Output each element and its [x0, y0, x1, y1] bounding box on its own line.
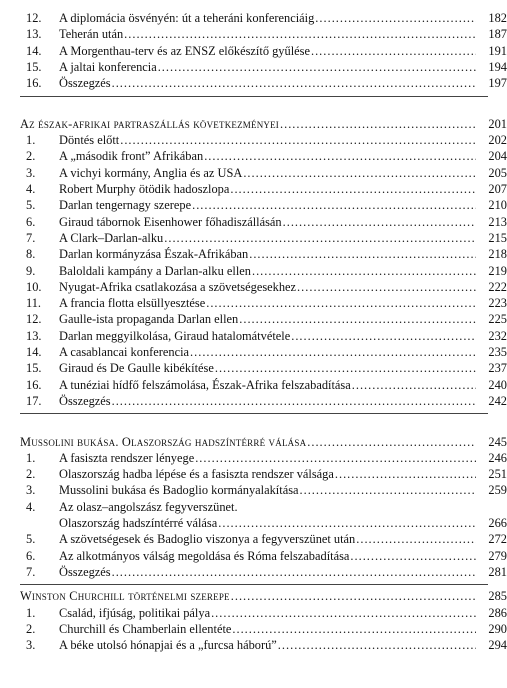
toc-section-line[interactable]: [0, 434, 507, 450]
toc-entry[interactable]: [0, 148, 507, 164]
toc-section-title: Winston Churchill történelmi szerepe: [20, 589, 230, 604]
toc-section-line: [0, 417, 507, 433]
dot-leader: [315, 10, 476, 26]
toc-entry[interactable]: [0, 637, 507, 653]
toc-section-title: Mussolini bukása. Olaszország hadszíntérré válása: [20, 434, 307, 449]
dot-leader: [243, 165, 476, 181]
toc-entry-title: A diplomácia ösvényén: út a teheráni konferenciáig: [59, 11, 315, 25]
dot-leader: [230, 181, 476, 197]
toc-entry-number: 9.: [26, 263, 36, 278]
toc-entry[interactable]: [0, 10, 507, 26]
toc-entry-number: 13.: [26, 27, 42, 42]
toc-entry-number: 15.: [26, 361, 42, 376]
toc-entry[interactable]: [0, 295, 507, 311]
toc-page-number: 225: [488, 312, 507, 327]
toc-entry-title: A tunéziai hídfő felszámolása, Észak-Afrika felszabadítása: [59, 377, 351, 392]
toc-entry[interactable]: [0, 531, 507, 547]
toc-entry[interactable]: [0, 263, 507, 279]
toc-page-number: 237: [488, 361, 507, 376]
toc-entry[interactable]: [0, 181, 507, 197]
toc-entry-number: 6.: [26, 548, 36, 563]
toc-entry-number: 5.: [26, 198, 36, 213]
toc-entry-title: Teherán után: [59, 27, 124, 42]
toc-entry-number: 13.: [26, 328, 42, 343]
dot-leader: [190, 344, 476, 360]
toc-entry-title: Olaszország hadszíntérré válása: [59, 516, 218, 530]
toc-entry-number: 17.: [26, 393, 42, 408]
toc-entry-title: A „második front” Afrikában: [59, 149, 204, 164]
dot-leader: [124, 26, 476, 42]
dot-leader: [218, 515, 476, 531]
toc-entry-number: 3.: [26, 638, 36, 653]
toc-entry-number: 11.: [26, 296, 42, 311]
toc-page-number: 294: [488, 638, 507, 653]
toc-entry-number: 3.: [26, 483, 36, 498]
dot-leader: [300, 482, 476, 498]
toc-entry-title: Giraud és De Gaulle kibékítése: [59, 361, 214, 376]
dot-leader: [204, 148, 476, 164]
toc-entry-title: Család, ifjúság, politikai pálya: [59, 605, 211, 620]
dot-leader: [158, 59, 476, 75]
toc-entry-title: Összegzés: [59, 564, 111, 579]
toc-page-number: 279: [488, 548, 507, 563]
toc-entry-number: 1.: [26, 605, 36, 620]
toc-entry-title: A jaltai konferencia: [59, 59, 157, 74]
toc-entry-number: 12.: [26, 312, 42, 327]
section-divider: [20, 96, 488, 97]
toc-page-number: 240: [488, 377, 507, 392]
toc-entry-title: A Morgenthau-terv és az ENSZ előkészítő gyűlése: [59, 43, 310, 58]
toc-entry[interactable]: [0, 75, 507, 91]
toc-entry-number: 6.: [26, 214, 36, 229]
toc-entry-number: 4.: [26, 499, 36, 514]
toc-page-number: 218: [488, 247, 507, 262]
dot-leader: [231, 588, 476, 604]
toc-entry-title: Összegzés: [59, 76, 111, 91]
toc-page-number: 251: [488, 467, 507, 482]
toc-section-line: [0, 100, 507, 116]
dot-leader: [206, 295, 476, 311]
toc-entry-title: Összegzés: [59, 393, 111, 408]
toc-entry-title: Churchill és Chamberlain ellentéte: [59, 621, 232, 636]
toc-page-number: 232: [488, 328, 507, 343]
section-divider: [20, 584, 488, 585]
toc-entry[interactable]: [0, 466, 507, 482]
dot-leader: [192, 197, 476, 213]
toc-entry-title: Robert Murphy ötödik hadoszlopa: [59, 182, 230, 196]
toc-page-number: 207: [488, 182, 507, 196]
toc-entry[interactable]: [0, 564, 507, 580]
toc-page-number: 201: [488, 116, 507, 131]
toc-entry[interactable]: [0, 197, 507, 213]
toc-page-number: 204: [488, 149, 507, 164]
toc-page-number: 187: [488, 27, 507, 42]
toc-entry[interactable]: [0, 482, 507, 498]
toc-entry[interactable]: [0, 499, 507, 515]
dot-leader: [350, 548, 476, 564]
toc-entry[interactable]: [0, 230, 507, 246]
toc-entry-number: 1.: [26, 133, 36, 148]
toc-page-number: 213: [488, 214, 507, 229]
toc-entry-title: A szövetségesek és Badoglio viszonya a fegyverszünet után: [59, 532, 356, 547]
toc-page-number: 290: [488, 621, 507, 636]
dot-leader: [120, 132, 476, 148]
toc-page-number: 259: [488, 483, 507, 498]
toc-entry-title: A fasiszta rendszer lényege: [59, 450, 195, 465]
toc-entry-title: Baloldali kampány a Darlan-alku ellen: [59, 263, 251, 278]
toc-entry-title: Az alkotmányos válság megoldása és Róma felszabadítása: [59, 548, 350, 563]
toc-entry-title: Nyugat-Afrika csatlakozása a szövetségesekhez: [59, 279, 297, 294]
dot-leader: [211, 605, 476, 621]
toc-entry-number: 7.: [26, 230, 36, 245]
toc-entry-title: Darlan tengernagy szerepe: [59, 198, 192, 213]
dot-leader: [195, 450, 476, 466]
dot-leader: [239, 311, 476, 327]
toc-entry[interactable]: [0, 393, 507, 409]
toc-page-number: 266: [488, 516, 507, 530]
toc-entry[interactable]: [0, 279, 507, 295]
toc-entry-title: Mussolini bukása és Badoglio kormányalakítása: [59, 483, 299, 498]
toc-entry[interactable]: [0, 377, 507, 393]
toc-page-number: 246: [488, 450, 507, 465]
toc-entry-title: A béke utolsó hónapjai és a „furcsa háború”: [59, 638, 277, 653]
toc-entry[interactable]: [0, 605, 507, 621]
toc-entry-number: 1.: [26, 450, 36, 465]
toc-entry-number: 5.: [26, 532, 36, 547]
toc-page-number: 281: [488, 564, 507, 579]
dot-leader: [232, 621, 476, 637]
dot-leader: [283, 214, 476, 230]
toc-entry-title: Giraud tábornok Eisenhower főhadiszállásán: [59, 214, 282, 229]
toc-entry[interactable]: [0, 165, 507, 181]
toc-entry[interactable]: [0, 515, 507, 531]
toc-entry-title: Döntés előtt: [59, 133, 120, 148]
dot-leader: [112, 564, 476, 580]
toc-page-number: 194: [488, 59, 507, 74]
toc-entry-number: 16.: [26, 76, 42, 91]
dot-leader: [280, 116, 476, 132]
toc-entry[interactable]: [0, 59, 507, 75]
toc-entry-number: 15.: [26, 59, 42, 74]
section-divider: [20, 413, 488, 414]
toc-page-number: 222: [488, 279, 507, 294]
toc-page-number: 191: [488, 43, 507, 58]
toc-page-number: 210: [488, 198, 507, 213]
toc-page-number: 245: [488, 434, 507, 449]
toc-section-line[interactable]: [0, 116, 507, 132]
toc-entry-title: Gaulle-ista propaganda Darlan ellen: [59, 312, 239, 327]
toc-entry-number: 2.: [26, 149, 36, 164]
dot-leader: [352, 377, 476, 393]
toc-page-number: 182: [488, 11, 507, 25]
toc-entry[interactable]: [0, 43, 507, 59]
toc-entry-number: 14.: [26, 345, 42, 359]
dot-leader: [164, 230, 476, 246]
toc-entry[interactable]: [0, 328, 507, 344]
toc-page-number: 242: [488, 393, 507, 408]
toc-entry-number: 4.: [26, 182, 36, 196]
toc-entry-number: 16.: [26, 377, 42, 392]
toc-entry-title: A francia flotta elsüllyesztése: [59, 296, 206, 311]
toc-entry[interactable]: [0, 360, 507, 376]
toc-page-number: 219: [488, 263, 507, 278]
toc-entry[interactable]: [0, 246, 507, 262]
toc-page-number: 235: [488, 345, 507, 359]
dot-leader: [297, 279, 476, 295]
dot-leader: [307, 434, 476, 450]
dot-leader: [356, 531, 476, 547]
toc-entry-title: Olaszország hadba lépése és a fasiszta rendszer válsága: [59, 467, 334, 482]
toc-page-number: 205: [488, 165, 507, 180]
dot-leader: [335, 466, 476, 482]
dot-leader: [311, 43, 476, 59]
dot-leader: [215, 360, 476, 376]
toc-entry[interactable]: [0, 548, 507, 564]
toc-section-line[interactable]: [0, 588, 507, 604]
toc-page-number: 223: [488, 296, 507, 311]
dot-leader: [291, 328, 476, 344]
toc-entry-number: 7.: [26, 564, 36, 579]
toc-entry-title: Az olasz–angolszász fegyverszünet.: [59, 499, 238, 514]
toc-entry[interactable]: [0, 132, 507, 148]
toc-entry[interactable]: [0, 26, 507, 42]
toc-entry-title: A casablancai konferencia: [59, 345, 190, 359]
toc-entry[interactable]: [0, 621, 507, 637]
dot-leader: [278, 637, 476, 653]
toc-page-number: 285: [488, 589, 507, 604]
toc-entry-title: A vichyi kormány, Anglia és az USA: [59, 165, 243, 180]
toc-page-number: 197: [488, 76, 507, 91]
toc-entry[interactable]: [0, 450, 507, 466]
dot-leader: [112, 75, 476, 91]
toc-entry-title: Darlan kormányzása Észak-Afrikában: [59, 247, 249, 262]
toc-page-number: 286: [488, 605, 507, 620]
toc-entry-number: 2.: [26, 467, 36, 482]
toc-entry-number: 10.: [26, 279, 42, 294]
toc-entry[interactable]: [0, 214, 507, 230]
toc-entry-title: Darlan meggyilkolása, Giraud hatalomátvétele: [59, 328, 291, 343]
toc-entry-number: 3.: [26, 165, 36, 180]
toc-page-number: 272: [488, 532, 507, 547]
toc-entry-title: A Clark–Darlan-alku: [59, 230, 164, 245]
toc-page-number: 202: [488, 133, 507, 148]
dot-leader: [249, 246, 476, 262]
toc-entry-number: 12.: [26, 11, 42, 25]
toc-entry-number: 2.: [26, 621, 36, 636]
dot-leader: [112, 393, 476, 409]
toc-entry[interactable]: [0, 311, 507, 327]
toc-entry-number: 8.: [26, 247, 36, 262]
toc-page-number: 215: [488, 230, 507, 245]
toc-entry-number: 14.: [26, 43, 42, 58]
toc-section-title: Az észak-afrikai partraszállás következményei: [20, 116, 279, 131]
dot-leader: [252, 263, 476, 279]
toc-entry[interactable]: [0, 344, 507, 360]
